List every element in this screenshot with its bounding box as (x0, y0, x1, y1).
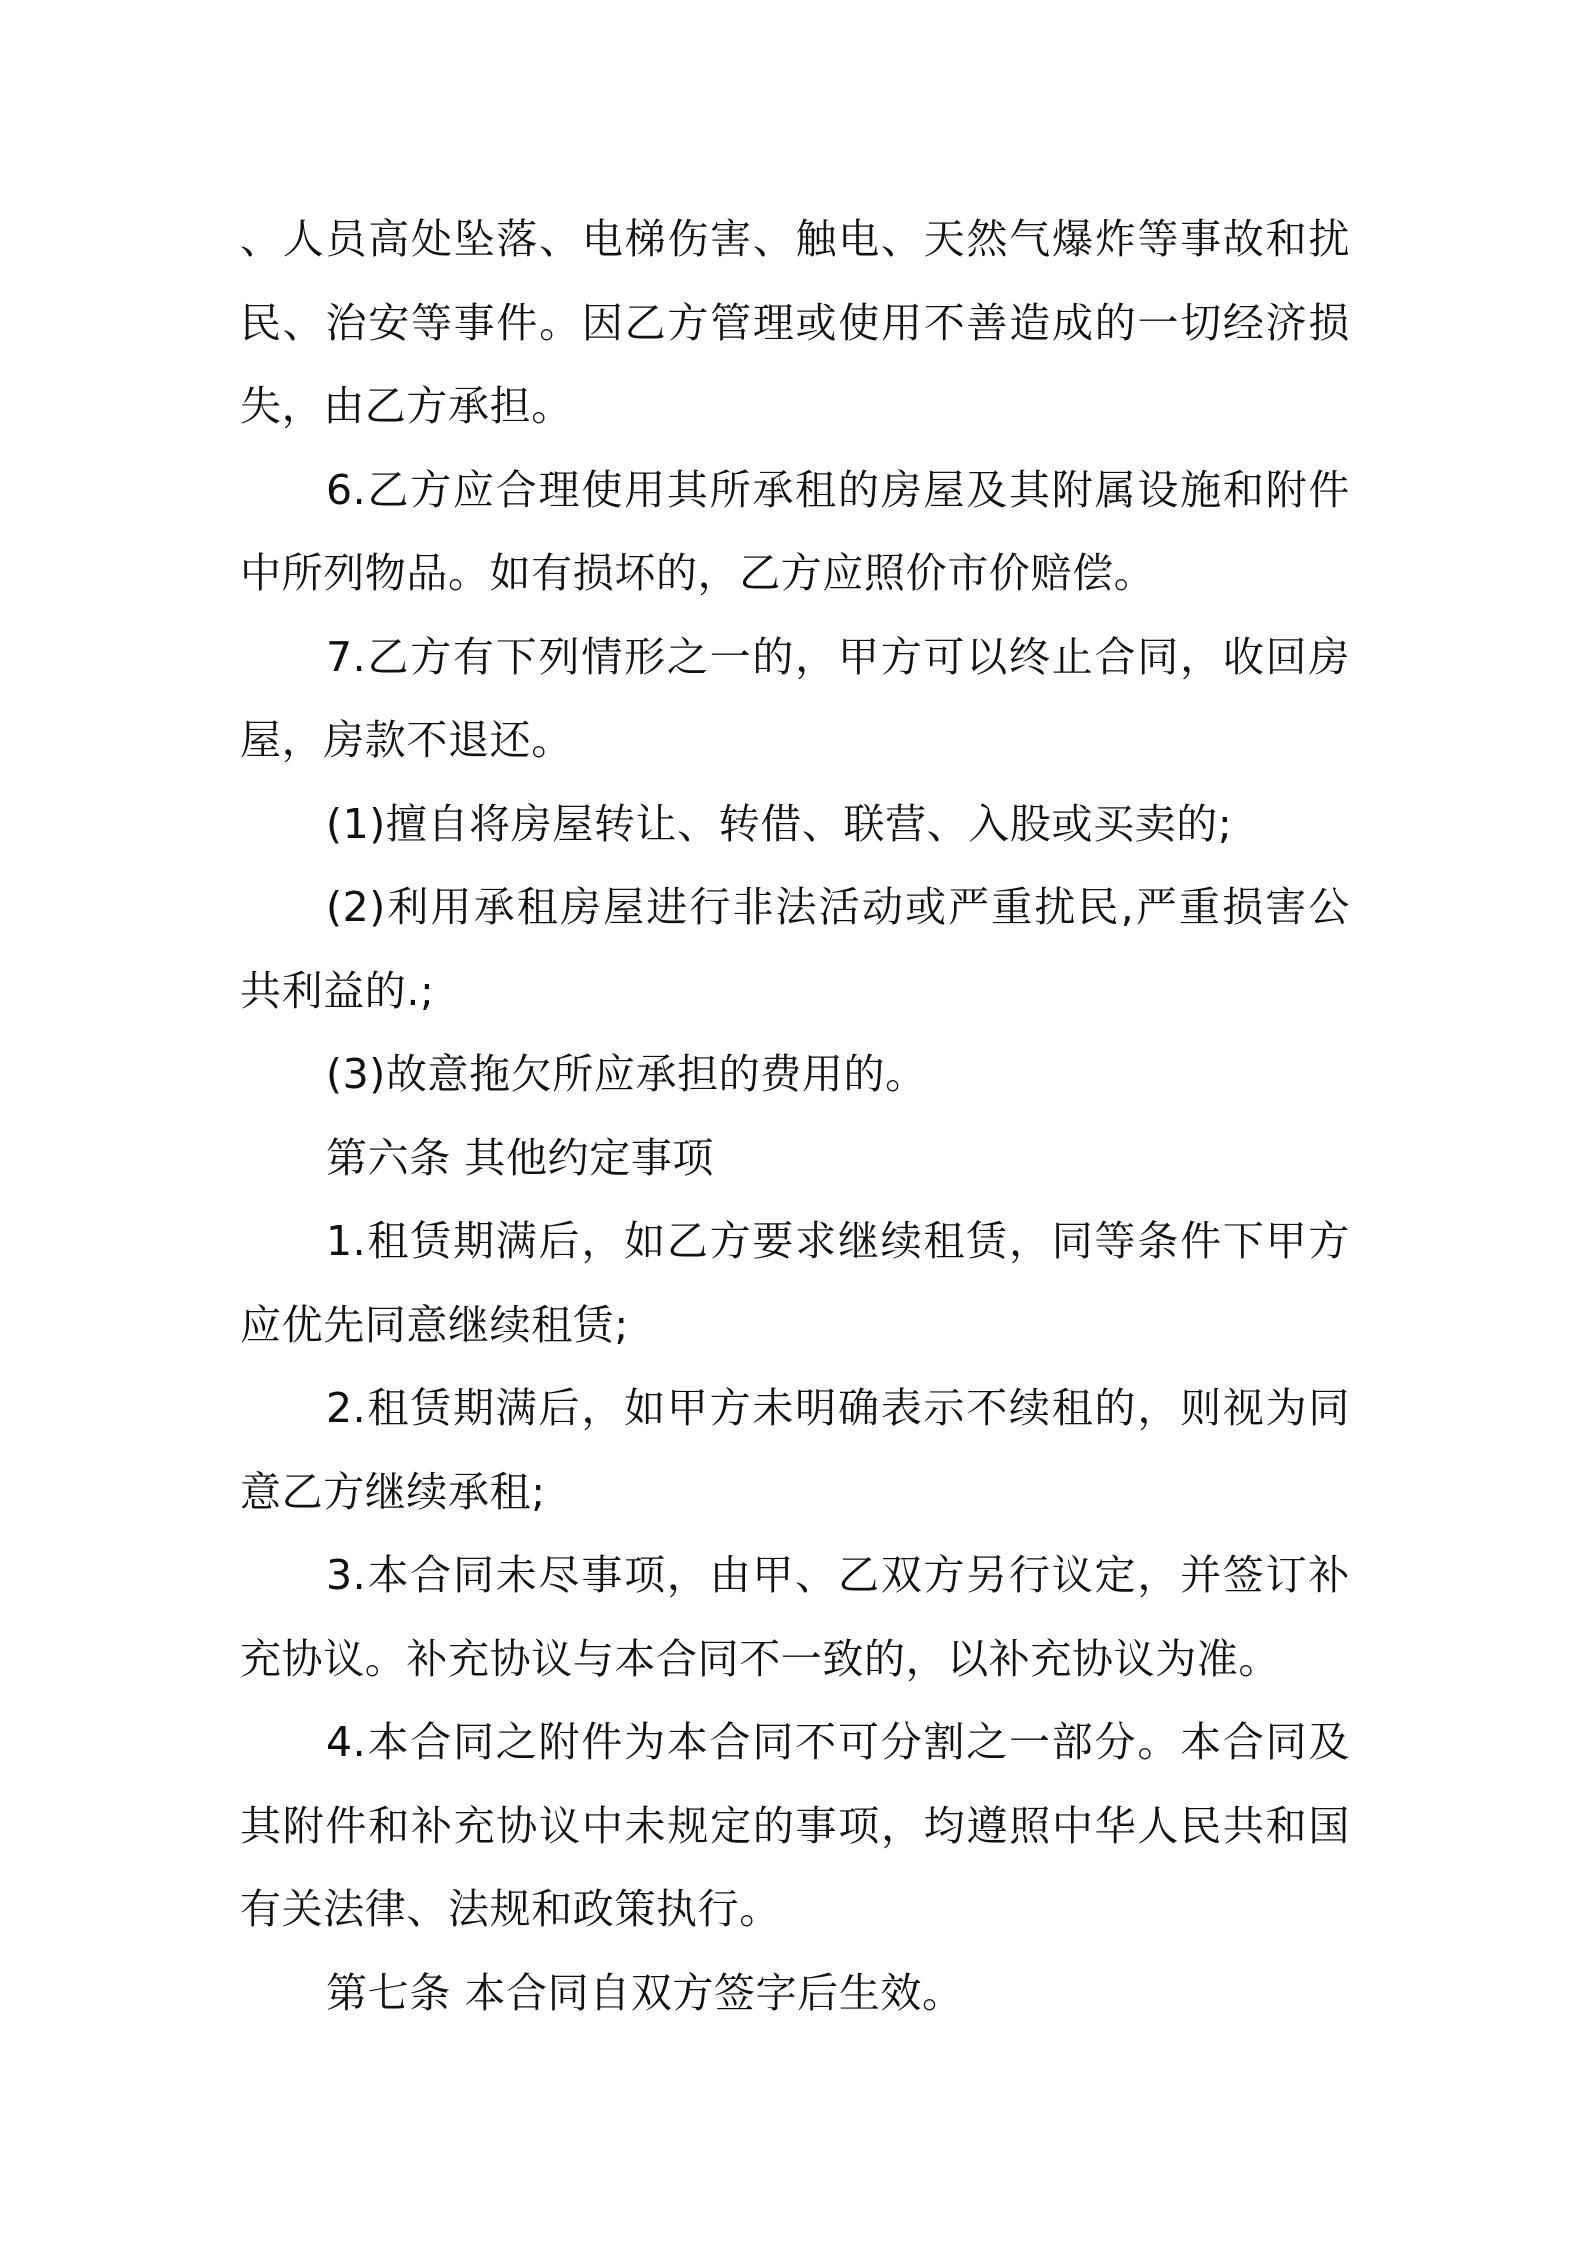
paragraph-item-2: (2)利用承租房屋进行非法活动或严重扰民,严重损害公共利益的.; (240, 883, 1350, 1015)
paragraph-clause-6: 6.乙方应合理使用其所承租的房屋及其附属设施和附件中所列物品。如有损坏的，乙方应照价市价赔偿。 (240, 465, 1350, 597)
article-6-heading: 第六条 其他约定事项 (326, 1133, 715, 1182)
paragraph-article6-clause-4: 4.本合同之附件为本合同不可分割之一部分。本合同及其附件和补充协议中未规定的事项，均遵照中华人民共和国有关法律、法规和政策执行。 (240, 1718, 1350, 1933)
paragraph-accident-liability: 、人员高处坠落、电梯伤害、触电、天然气爆炸等事故和扰民、治安等事件。因乙方管理或使用不善造成的一切经济损失，由乙方承担。 (240, 215, 1350, 430)
paragraph-clause-7: 7.乙方有下列情形之一的，甲方可以终止合同，收回房屋，房款不退还。 (240, 632, 1350, 764)
paragraph-article6-clause-3: 3.本合同未尽事项，由甲、乙双方另行议定，并签订补充协议。补充协议与本合同不一致的，以补充协议为准。 (240, 1551, 1350, 1683)
paragraph-item-3: (3)故意拖欠所应承担的费用的。 (326, 1050, 927, 1098)
article-7-heading: 第七条 本合同自双方签字后生效。 (326, 1968, 964, 2017)
document-body (240, 198, 1350, 2035)
paragraph-article6-clause-1: 1.租赁期满后，如乙方要求继续租赁，同等条件下甲方应优先同意继续租赁; (240, 1217, 1350, 1349)
paragraph-article6-clause-2: 2.租赁期满后，如甲方未明确表示不续租的，则视为同意乙方继续承租; (240, 1384, 1350, 1516)
paragraph-item-1: (1)擅自将房屋转让、转借、联营、入股或买卖的; (326, 799, 1233, 848)
